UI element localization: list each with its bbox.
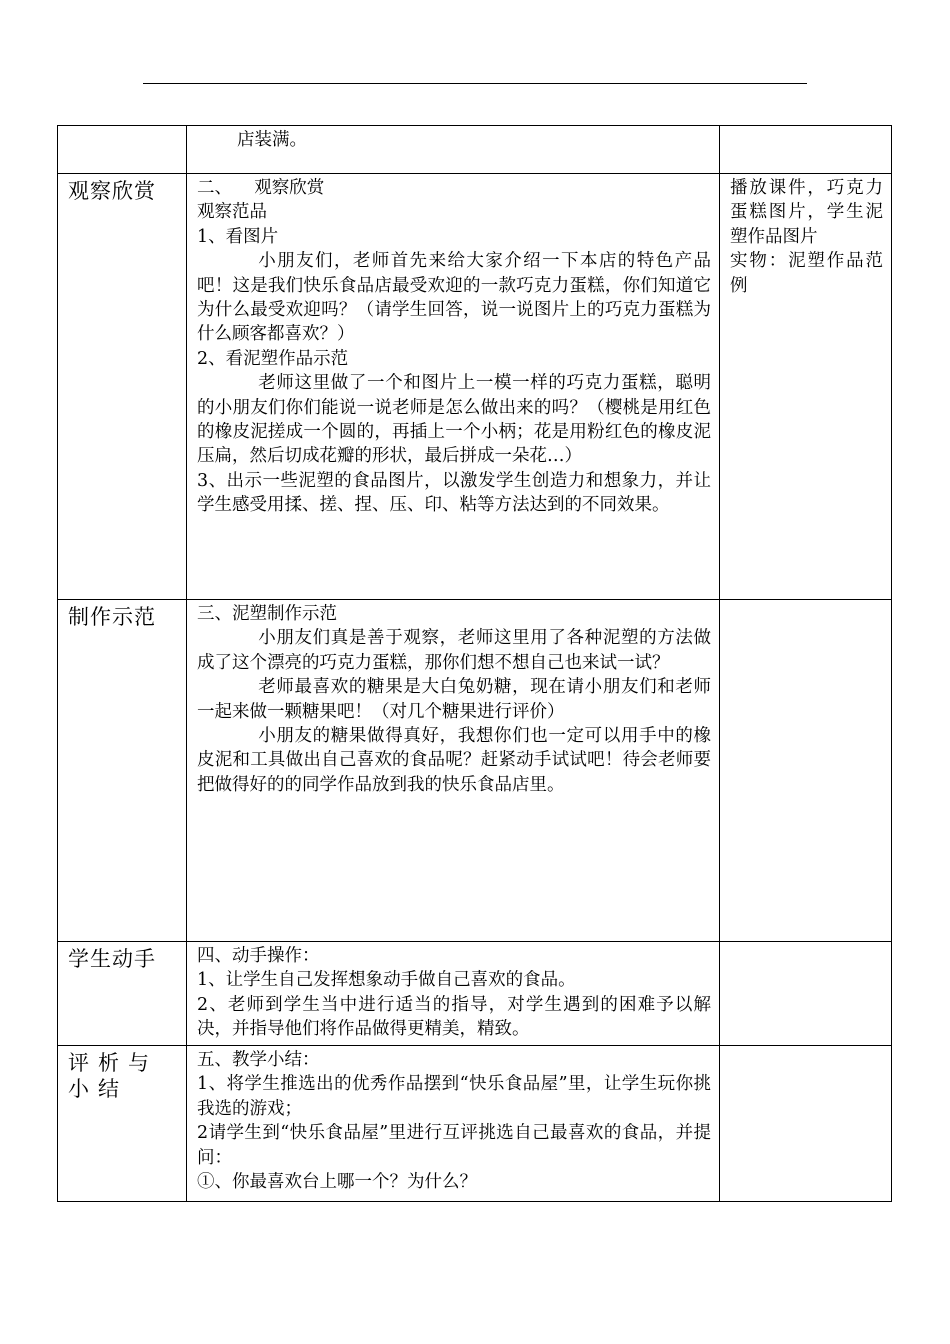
content-paragraph: 2请学生到“快乐食品屋”里进行互评挑选自己最喜欢的食品，并提问： — [197, 1123, 711, 1168]
content-paragraph: 小朋友们，老师首先来给大家介绍一下本店的特色产品吧！这是我们快乐食品店最受欢迎的一款巧克力蛋糕，你们知道它为什么最受欢迎吗？（请学生回答，说一说图片上的巧克力蛋糕为什么顾客都喜欢？） — [197, 251, 711, 345]
stage-label: 制作示范 — [68, 605, 156, 629]
content-line: 观察范品 — [197, 202, 267, 223]
table-row-practice — [58, 942, 892, 1046]
table-row-observe — [58, 174, 892, 600]
section-heading: 二、 观察欣赏 — [197, 178, 325, 198]
section-heading: 四、动手操作： — [197, 946, 320, 966]
stage-cell — [58, 1046, 187, 1202]
content-paragraph: 1、将学生推选出的优秀作品摆到“快乐食品屋”里，让学生玩你挑我选的游戏； — [197, 1074, 711, 1119]
table-row-summary — [58, 1046, 892, 1202]
content-paragraph: 老师最喜欢的糖果是大白兔奶糖，现在请小朋友们和老师一起来做一颗糖果吧！（对几个糖果进行评价） — [197, 677, 711, 722]
stage-label: 学生动手 — [68, 947, 156, 971]
header-rule — [143, 83, 807, 84]
content-cell — [187, 600, 720, 942]
content-paragraph: 2、老师到学生当中进行适当的指导，对学生遇到的困难予以解决，并指导他们将作品做得更精美，精致。 — [197, 994, 711, 1040]
stage-label: 观察欣赏 — [68, 179, 156, 203]
content-paragraph: 3、出示一些泥塑的食品图片，以激发学生创造力和想象力，并让学生感受用揉、搓、捏、压、印、粘等方法达到的不同效果。 — [197, 470, 711, 516]
content-paragraph: 小朋友们真是善于观察，老师这里用了各种泥塑的方法做成了这个漂亮的巧克力蛋糕，那你们想不想自己也来试一试？ — [197, 628, 711, 673]
notes-cell — [720, 126, 892, 174]
content-line: ①、你最喜欢台上哪一个？为什么？ — [197, 1172, 477, 1193]
note-line: 实物：泥塑作品范例 — [730, 251, 883, 296]
lesson-plan-table — [57, 125, 892, 1202]
stage-cell — [58, 174, 187, 600]
stage-cell — [58, 600, 187, 942]
notes-cell — [720, 942, 892, 1046]
table-row-demo — [58, 600, 892, 942]
content-line: 店装满。 — [237, 130, 307, 150]
stage-label: 评析与小结 — [68, 1051, 158, 1101]
content-cell — [187, 174, 720, 600]
content-line: 2、看泥塑作品示范 — [197, 348, 349, 369]
content-paragraph: 老师这里做了一个和图片上一模一样的巧克力蛋糕，聪明的小朋友们你们能说一说老师是怎么做出来的吗？（樱桃是用红色的橡皮泥搓成一个圆的，再插上一个小柄；花是用粉红色的橡皮泥压扁，然后切成花瓣的形状，最后拼成一朵花…） — [197, 373, 711, 467]
content-cell — [187, 942, 720, 1046]
table-row-continuation — [58, 126, 892, 174]
notes-cell — [720, 1046, 892, 1202]
content-line: 1、让学生自己发挥想象动手做自己喜欢的食品。 — [197, 970, 576, 991]
notes-cell — [720, 174, 892, 600]
section-heading: 三、泥塑制作示范 — [197, 604, 337, 624]
section-heading: 五、教学小结： — [197, 1050, 320, 1070]
content-line: 1、看图片 — [197, 226, 279, 247]
content-cell — [187, 126, 720, 174]
content-cell — [187, 1046, 720, 1202]
stage-cell — [58, 942, 187, 1046]
notes-cell — [720, 600, 892, 942]
note-line: 播放课件，巧克力蛋糕图片，学生泥塑作品图片 — [730, 178, 883, 247]
content-paragraph: 小朋友的糖果做得真好，我想你们也一定可以用手中的橡皮泥和工具做出自己喜欢的食品呢？赶紧动手试试吧！待会老师要把做得好的的同学作品放到我的快乐食品店里。 — [197, 726, 711, 795]
stage-cell — [58, 126, 187, 174]
